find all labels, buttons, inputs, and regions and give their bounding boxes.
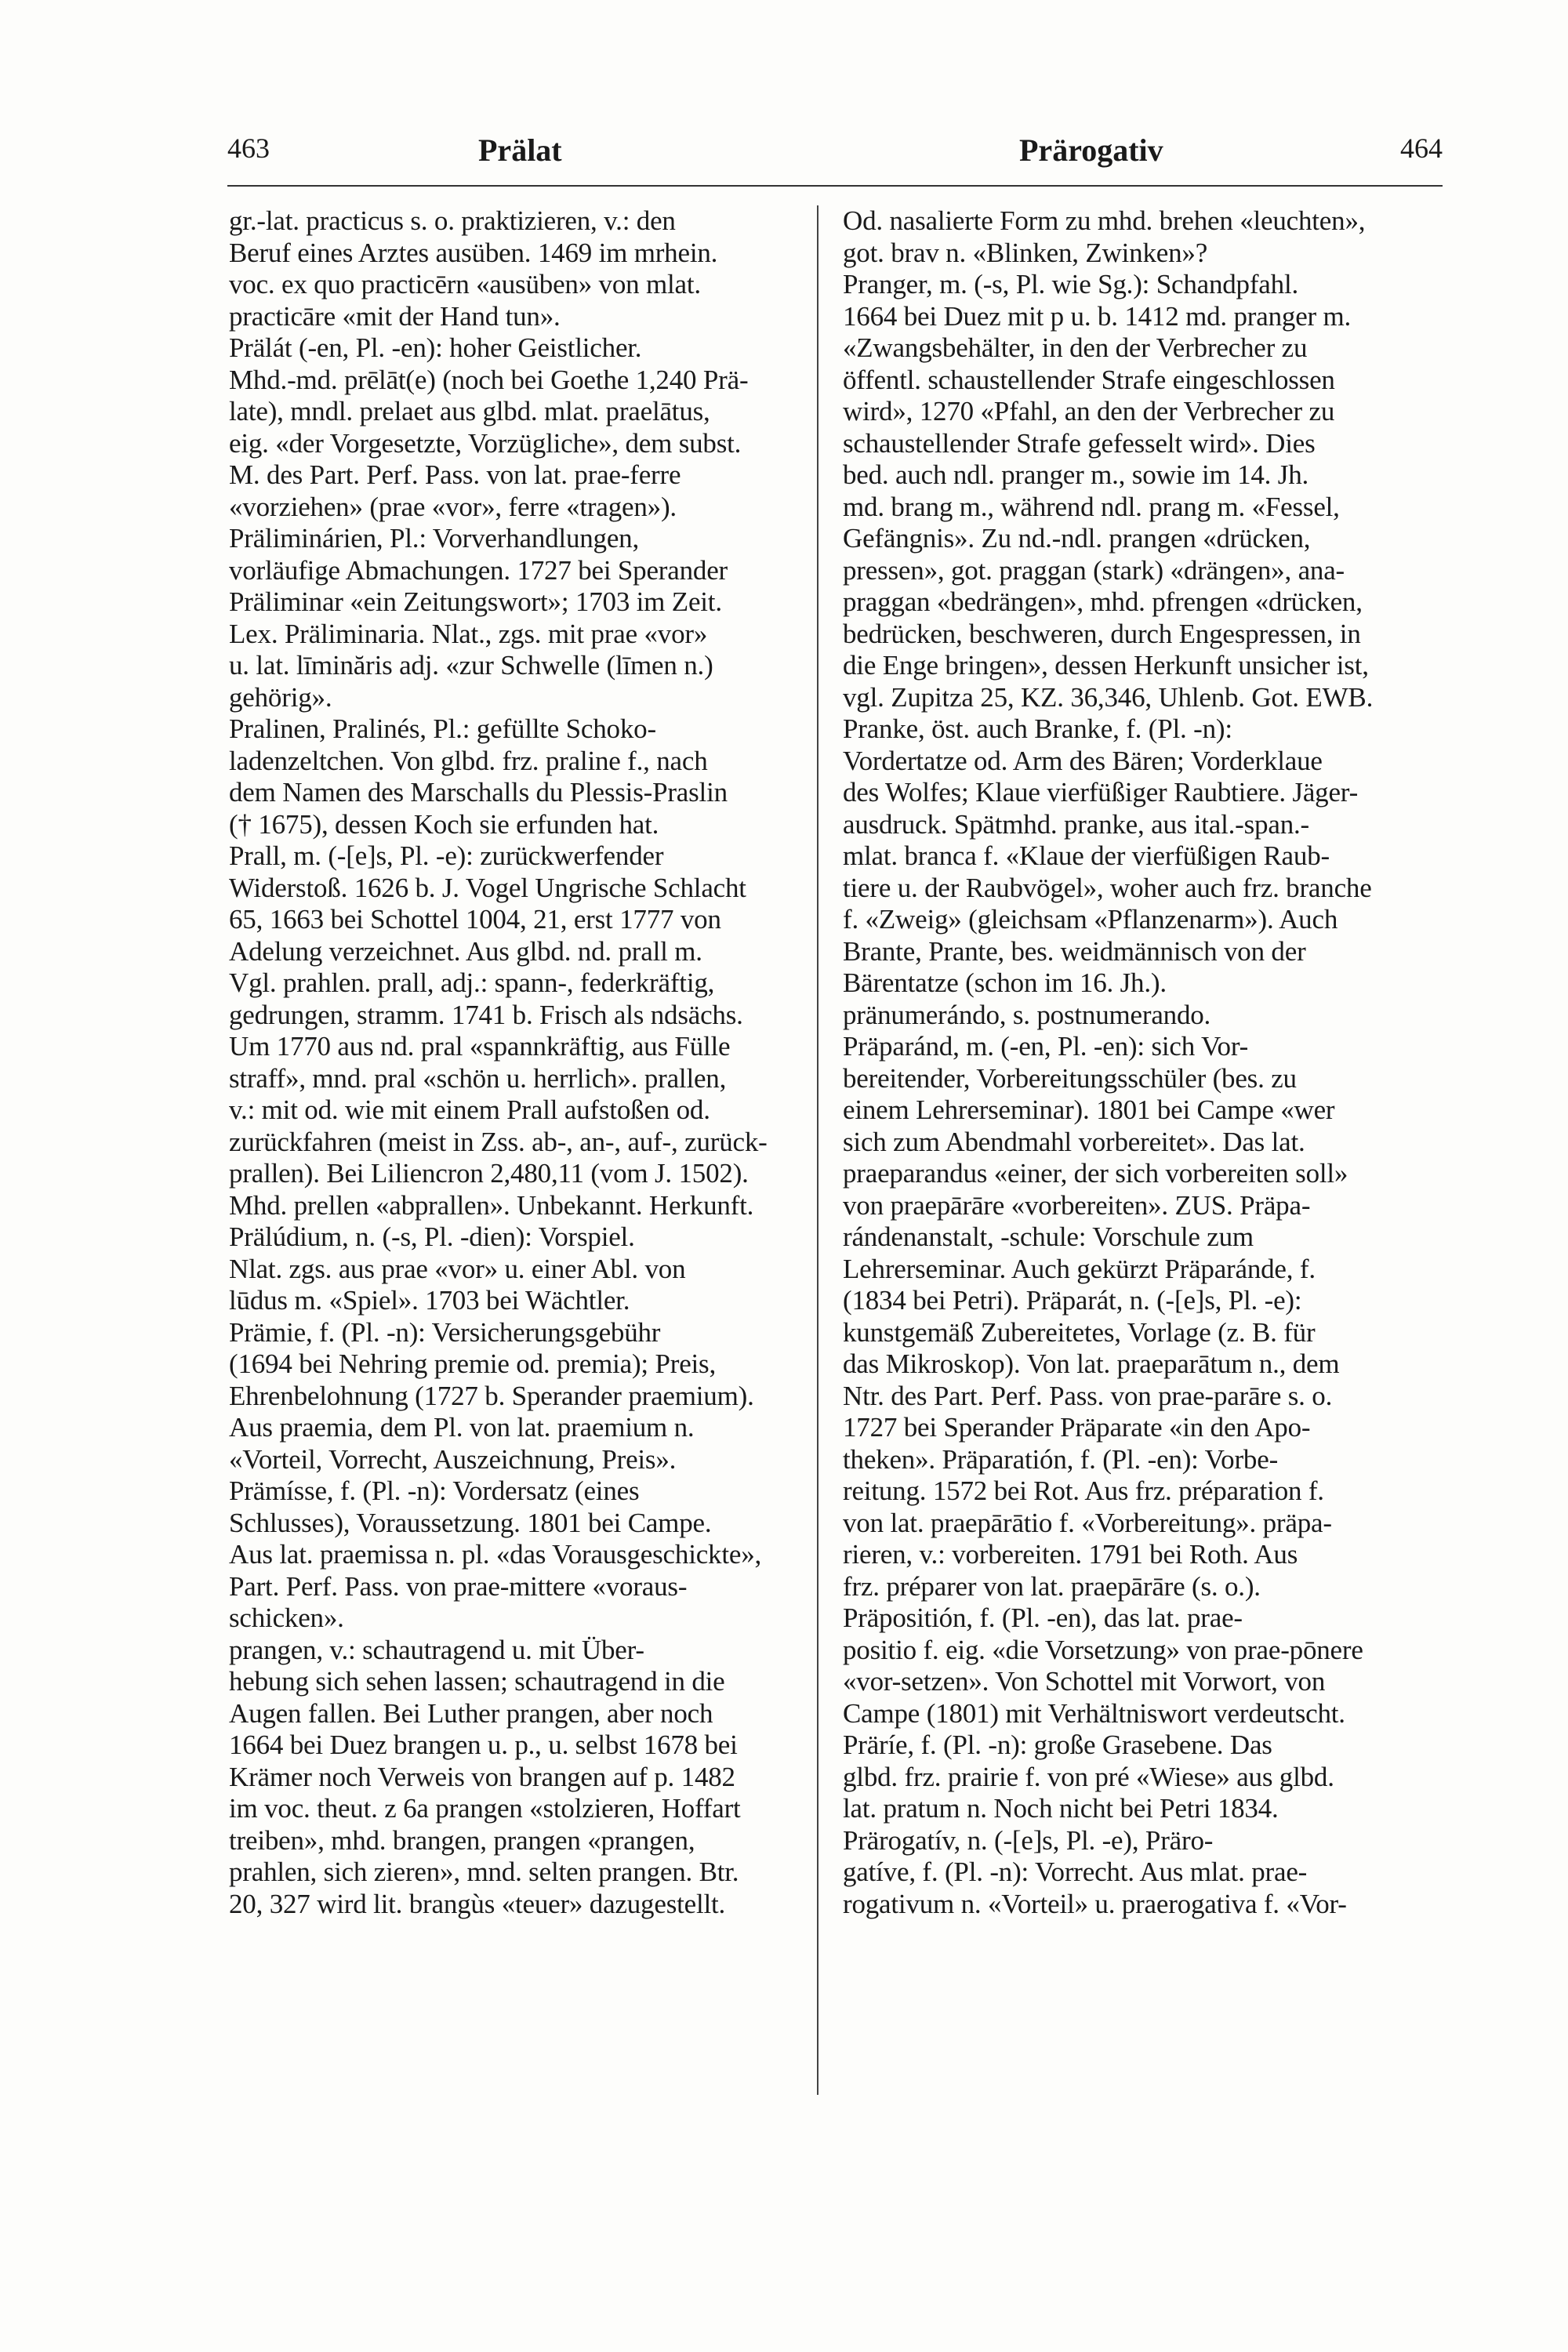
text-line: Prall, m. (-[e]s, Pl. -e): zurückwerfender [229,840,664,871]
text-line: Adelung verzeichnet. Aus glbd. nd. prall m. [229,935,702,967]
text-line: lūdus m. «Spiel». 1703 bei Wächtler. [229,1285,630,1316]
text-line: Präliminar «ein Zeitungswort»; 1703 im Zeit. [229,586,722,617]
text-line: Prälúdium, n. (-s, Pl. -dien): Vorspiel. [229,1221,635,1252]
column-divider [817,205,818,2095]
text-line: Aus lat. praemissa n. pl. «das Vorausgeschickte», [229,1539,762,1570]
running-header [227,132,1443,179]
text-line: Vgl. prahlen. prall, adj.: spann-, federkräftig, [229,967,715,998]
text-line: Ehrenbelohnung (1727 b. Sperander praemium). [229,1380,754,1411]
text-line: sich zum Abendmahl vorbereitet». Das lat. [843,1126,1305,1157]
text-line: Gefängnis». Zu nd.-ndl. prangen «drücken, [843,523,1311,554]
text-line: u. lat. līminăris adj. «zur Schwelle (līmen n.) [229,650,713,681]
text-line: dem Namen des Marschalls du Plessis-Praslin [229,777,728,808]
text-line: vorläufige Abmachungen. 1727 bei Sperander [229,554,728,586]
text-line: 1664 bei Duez mit p u. b. 1412 md. pranger m. [843,300,1352,332]
text-line: M. des Part. Perf. Pass. von lat. prae-ferre [229,459,681,490]
text-line: pressen», got. praggan (stark) «drängen», ana- [843,554,1345,586]
text-line: ausdruck. Spätmhd. pranke, aus ital.-span.- [843,808,1309,840]
header-word-right: Prärogativ [1019,132,1163,168]
text-line: reitung. 1572 bei Rot. Aus frz. préparation f. [843,1475,1324,1506]
text-line: frz. préparer von lat. praepārāre (s. o.). [843,1570,1261,1602]
text-line: vgl. Zupitza 25, KZ. 36,346, Uhlenb. Got. EWB. [843,681,1374,713]
text-line: v.: mit od. wie mit einem Prall aufstoßen od. [229,1094,710,1125]
text-line: eig. «der Vorgesetzte, Vorzügliche», dem subst. [229,427,742,459]
text-line: Lehrerseminar. Auch gekürzt Präparánde, f. [843,1253,1316,1284]
text-line: Ntr. des Part. Perf. Pass. von prae-parāre s. o. [843,1380,1333,1411]
text-line: von lat. praepārātio f. «Vorbereitung». präpa- [843,1507,1332,1538]
text-line: Pranger, m. (-s, Pl. wie Sg.): Schandpfahl. [843,269,1299,299]
text-line: treiben», mhd. brangen, prangen «prangen, [229,1824,695,1856]
text-line: Präpositión, f. (Pl. -en), das lat. prae- [843,1602,1243,1633]
text-line: Prämísse, f. (Pl. -n): Vordersatz (eines [229,1475,640,1506]
left-column [229,205,825,2103]
text-line: ladenzeltchen. Von glbd. frz. praline f., nach [229,745,708,776]
text-line: (1694 bei Nehring premie od. premia); Preis, [229,1348,717,1379]
text-line: «Vorteil, Vorrecht, Auszeichnung, Preis». [229,1443,677,1475]
text-line: gehörig». [229,681,332,713]
text-line: wird», 1270 «Pfahl, an den der Verbrecher zu [843,396,1335,426]
text-line: positio f. eig. «die Vorsetzung» von prae-pōnere [843,1634,1363,1665]
text-line: Bärentatze (schon im 16. Jh.). [843,967,1167,998]
text-line: einem Lehrerseminar). 1801 bei Campe «wer [843,1094,1335,1125]
text-line: Pralinen, Pralinés, Pl.: gefüllte Schoko- [229,713,656,744]
text-line: rogativum n. «Vorteil» u. praerogativa f. «Vor- [843,1888,1347,1919]
text-line: hebung sich sehen lassen; schautragend in die [229,1666,725,1697]
text-line: f. «Zweig» (gleichsam «Pflanzenarm»). Auch [843,904,1338,935]
text-line: Prärogatív, n. (-[e]s, Pl. -e), Präro- [843,1824,1214,1856]
text-line: des Wolfes; Klaue vierfüßiger Raubtiere. Jäger- [843,777,1359,808]
page-number-left: 463 [227,132,270,164]
text-line: Mhd.-md. prēlāt(e) (noch bei Goethe 1,240 Prä- [229,364,749,395]
text-line: 65, 1663 bei Schottel 1004, 21, erst 1777 von [229,904,721,935]
text-line: prangen, v.: schautragend u. mit Über- [229,1634,644,1665]
text-line: Widerstoß. 1626 b. J. Vogel Ungrische Schlacht [229,872,746,903]
text-line: rieren, v.: vorbereiten. 1791 bei Roth. Aus [843,1539,1298,1570]
text-line: bed. auch ndl. pranger m., sowie im 14. Jh. [843,459,1309,490]
text-line: schicken». [229,1602,344,1633]
text-line: die Enge bringen», dessen Herkunft unsicher ist, [843,650,1369,681]
text-line: bereitender, Vorbereitungsschüler (bes. zu [843,1062,1297,1094]
text-line: Aus praemia, dem Pl. von lat. praemium n. [229,1412,695,1443]
text-line: Pranke, öst. auch Branke, f. (Pl. -n): [843,713,1232,744]
text-line: md. brang m., während ndl. prang m. «Fessel, [843,491,1340,522]
text-line: «Zwangsbehälter, in den der Verbrecher zu [843,332,1308,363]
text-line: gedrungen, stramm. 1741 b. Frisch als ndsächs. [229,999,743,1030]
text-line: glbd. frz. prairie f. von pré «Wiese» aus glbd. [843,1761,1334,1792]
text-line: Mhd. prellen «abprallen». Unbekannt. Herkunft. [229,1189,754,1221]
text-line: Part. Perf. Pass. von prae-mittere «voraus- [229,1570,688,1602]
text-line: gr.-lat. practicus s. o. praktizieren, v.: den [229,205,676,236]
text-line: bedrücken, beschweren, durch Engespressen, in [843,618,1361,649]
text-line: im voc. theut. z 6a prangen «stolzieren, Hoffart [229,1793,741,1824]
text-line: theken». Präparatión, f. (Pl. -en): Vorbe- [843,1443,1279,1475]
text-line: Um 1770 aus nd. pral «spannkräftig, aus Fülle [229,1031,731,1062]
text-line: mlat. branca f. «Klaue der vierfüßigen Raub- [843,840,1330,871]
page-number-right: 464 [1400,132,1443,164]
text-line: praeparandus «einer, der sich vorbereiten soll» [843,1158,1348,1189]
text-line: Prämie, f. (Pl. -n): Versicherungsgebühr [229,1316,661,1348]
text-line: Präparánd, m. (-en, Pl. -en): sich Vor- [843,1031,1249,1062]
text-line: zurückfahren (meist in Zss. ab-, an-, auf-, zurück- [229,1126,768,1157]
header-rule [227,185,1443,187]
text-line: Od. nasalierte Form zu mhd. brehen «leuchten», [843,205,1366,236]
text-line: praggan «bedrängen», mhd. pfrengen «drücken, [843,586,1363,617]
text-line: von praepārāre «vorbereiten». ZUS. Präpa- [843,1189,1311,1221]
text-line: Präríe, f. (Pl. -n): große Grasebene. Das [843,1730,1272,1760]
text-line: voc. ex quo practicērn «ausüben» von mlat. [229,269,701,299]
text-line: tiere u. der Raubvögel», woher auch frz. branche [843,872,1372,903]
text-line: Prälát (-en, Pl. -en): hoher Geistlicher. [229,332,642,363]
text-line: rándenanstalt, -schule: Vorschule zum [843,1221,1254,1252]
right-column [843,205,1439,2103]
text-line: late), mndl. prelaet aus glbd. mlat. praelātus, [229,396,710,426]
text-line: Nlat. zgs. aus prae «vor» u. einer Abl. von [229,1253,686,1284]
text-line: got. brav n. «Blinken, Zwinken»? [843,237,1208,268]
text-line: Präliminárien, Pl.: Vorverhandlungen, [229,523,640,554]
text-line: 1727 bei Sperander Präparate «in den Apo- [843,1412,1311,1443]
text-line: straff», mnd. pral «schön u. herrlich». prallen, [229,1062,727,1094]
text-line: Beruf eines Arztes ausüben. 1469 im mrhein. [229,237,718,268]
text-line: prahlen, sich zieren», mnd. selten prangen. Btr. [229,1857,739,1887]
text-line: practicāre «mit der Hand tun». [229,300,561,332]
text-line: öffentl. schaustellender Strafe eingeschlossen [843,364,1335,395]
text-line: Krämer noch Verweis von brangen auf p. 1482 [229,1761,735,1792]
text-line: 1664 bei Duez brangen u. p., u. selbst 1678 bei [229,1730,738,1760]
text-line: Augen fallen. Bei Luther prangen, aber noch [229,1697,713,1729]
text-line: prallen). Bei Liliencron 2,480,11 (vom J. 1502). [229,1158,749,1189]
text-line: Vordertatze od. Arm des Bären; Vorderklaue [843,745,1323,776]
header-word-left: Prälat [478,132,562,168]
text-line: Schlusses), Voraussetzung. 1801 bei Campe. [229,1507,712,1538]
text-line: 20, 327 wird lit. brangùs «teuer» dazugestellt. [229,1888,726,1919]
text-line: Campe (1801) mit Verhältniswort verdeutscht. [843,1697,1345,1729]
text-line: das Mikroskop). Von lat. praeparātum n., dem [843,1348,1340,1379]
text-line: gatíve, f. (Pl. -n): Vorrecht. Aus mlat. prae- [843,1857,1308,1887]
text-line: «vor-setzen». Von Schottel mit Vorwort, von [843,1666,1326,1697]
text-line: lat. pratum n. Noch nicht bei Petri 1834. [843,1793,1279,1824]
text-line: Brante, Prante, bes. weidmännisch von der [843,935,1306,967]
text-line: pränumerándo, s. postnumerando. [843,999,1211,1030]
text-line: (1834 bei Petri). Präparát, n. (-[e]s, Pl. -e): [843,1285,1302,1316]
text-line: († 1675), dessen Koch sie erfunden hat. [229,808,659,840]
text-line: kunstgemäß Zubereitetes, Vorlage (z. B. für [843,1316,1316,1348]
text-line: Lex. Präliminaria. Nlat., zgs. mit prae «vor» [229,618,708,649]
text-line: «vorziehen» (prae «vor», ferre «tragen»). [229,491,677,522]
text-line: schaustellender Strafe gefesselt wird». Dies [843,427,1316,459]
